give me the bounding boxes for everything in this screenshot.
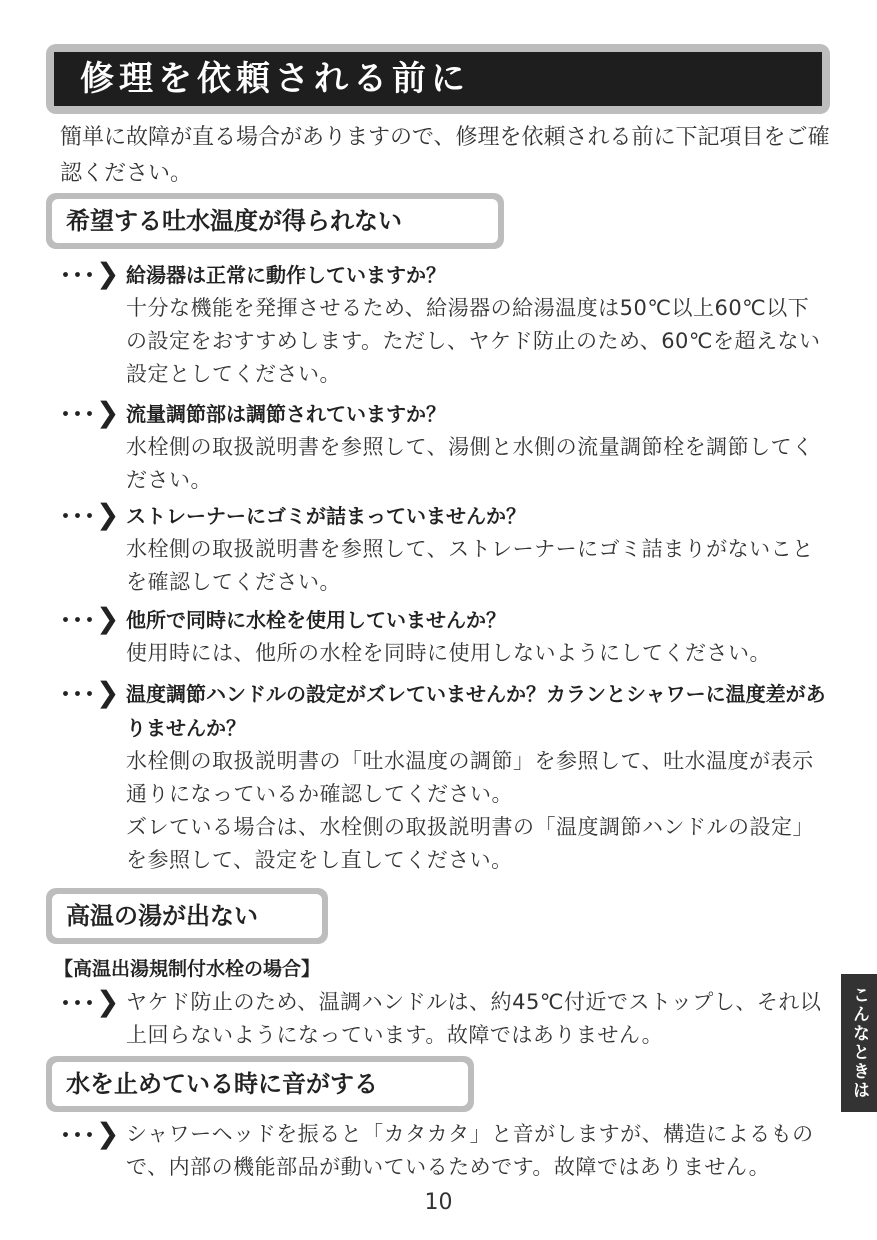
check-item	[60, 397, 830, 497]
check-question: ストレーナーにゴミが詰まっていませんか？	[126, 504, 526, 528]
check-item	[60, 603, 830, 670]
section-heading-temperature	[46, 193, 504, 249]
check-item	[60, 1118, 830, 1184]
check-answer: 十分な機能を発揮させるため、給湯器の給湯温度は50℃以上60℃以下の設定をおすすめします。ただし、ヤケド防止のため、60℃を超えない設定としてください。	[126, 296, 821, 386]
check-item	[60, 677, 830, 877]
section-heading-label: 水を止めている時に音がする	[52, 1062, 468, 1106]
intro-text: 簡単に故障が直る場合がありますので、修理を依頼される前に下記項目をご確認ください。	[60, 125, 830, 186]
page-title: 修理を依頼される前に	[54, 52, 822, 106]
section-subheading: 【高温出湯規制付水栓の場合】	[54, 958, 321, 980]
bullet-arrow-icon: ･･･❯	[60, 676, 121, 709]
check-answer: 水栓側の取扱説明書を参照して、湯側と水側の流量調節栓を調節してください。	[126, 435, 814, 492]
section-heading-label: 高温の湯が出ない	[52, 894, 322, 938]
bullet-arrow-icon: ･･･❯	[60, 602, 121, 635]
check-answer: 使用時には、他所の水栓を同時に使用しないようにしてください。	[126, 641, 771, 665]
check-answer-note: ズレている場合は、水栓側の取扱説明書の「温度調節ハンドルの設定」を参照して、設定をし直してください。	[126, 815, 814, 872]
bullet-arrow-icon: ･･･❯	[60, 396, 121, 429]
section-heading-noise	[46, 1056, 474, 1112]
bullet-arrow-icon: ･･･❯	[60, 498, 121, 531]
page-title-frame	[46, 44, 830, 114]
check-question: 温度調節ハンドルの設定がズレていませんか？カランとシャワーに温度差がありませんか？	[126, 682, 826, 740]
check-question: 給湯器は正常に動作していますか？	[126, 263, 446, 287]
section-heading-label: 希望する吐水温度が得られない	[52, 199, 498, 243]
check-answer: 水栓側の取扱説明書の「吐水温度の調節」を参照して、吐水温度が表示通りになっているか確認してください。	[126, 749, 814, 806]
bullet-arrow-icon: ･･･❯	[60, 985, 121, 1018]
check-item	[60, 258, 830, 391]
side-tab-troubleshooting[interactable]: こんなときは	[841, 974, 877, 1112]
bullet-arrow-icon: ･･･❯	[60, 1117, 121, 1150]
check-question: 流量調節部は調節されていますか？	[126, 402, 446, 426]
check-item	[60, 499, 830, 599]
bullet-arrow-icon: ･･･❯	[60, 257, 121, 290]
check-answer: シャワーヘッドを振ると「カタカタ」と音がしますが、構造によるもので、内部の機能部品が動いているためです。故障ではありません。	[126, 1122, 814, 1179]
check-answer: ヤケド防止のため、温調ハンドルは、約45℃付近でストップし、それ以上回らないようになっています。故障ではありません。	[126, 990, 822, 1047]
section-heading-no-hot-water	[46, 888, 328, 944]
check-item	[60, 986, 830, 1052]
check-question: 他所で同時に水栓を使用していませんか？	[126, 608, 506, 632]
page-number: 10	[424, 1190, 453, 1215]
check-answer: 水栓側の取扱説明書を参照して、ストレーナーにゴミ詰まりがないことを確認してください。	[126, 537, 814, 594]
